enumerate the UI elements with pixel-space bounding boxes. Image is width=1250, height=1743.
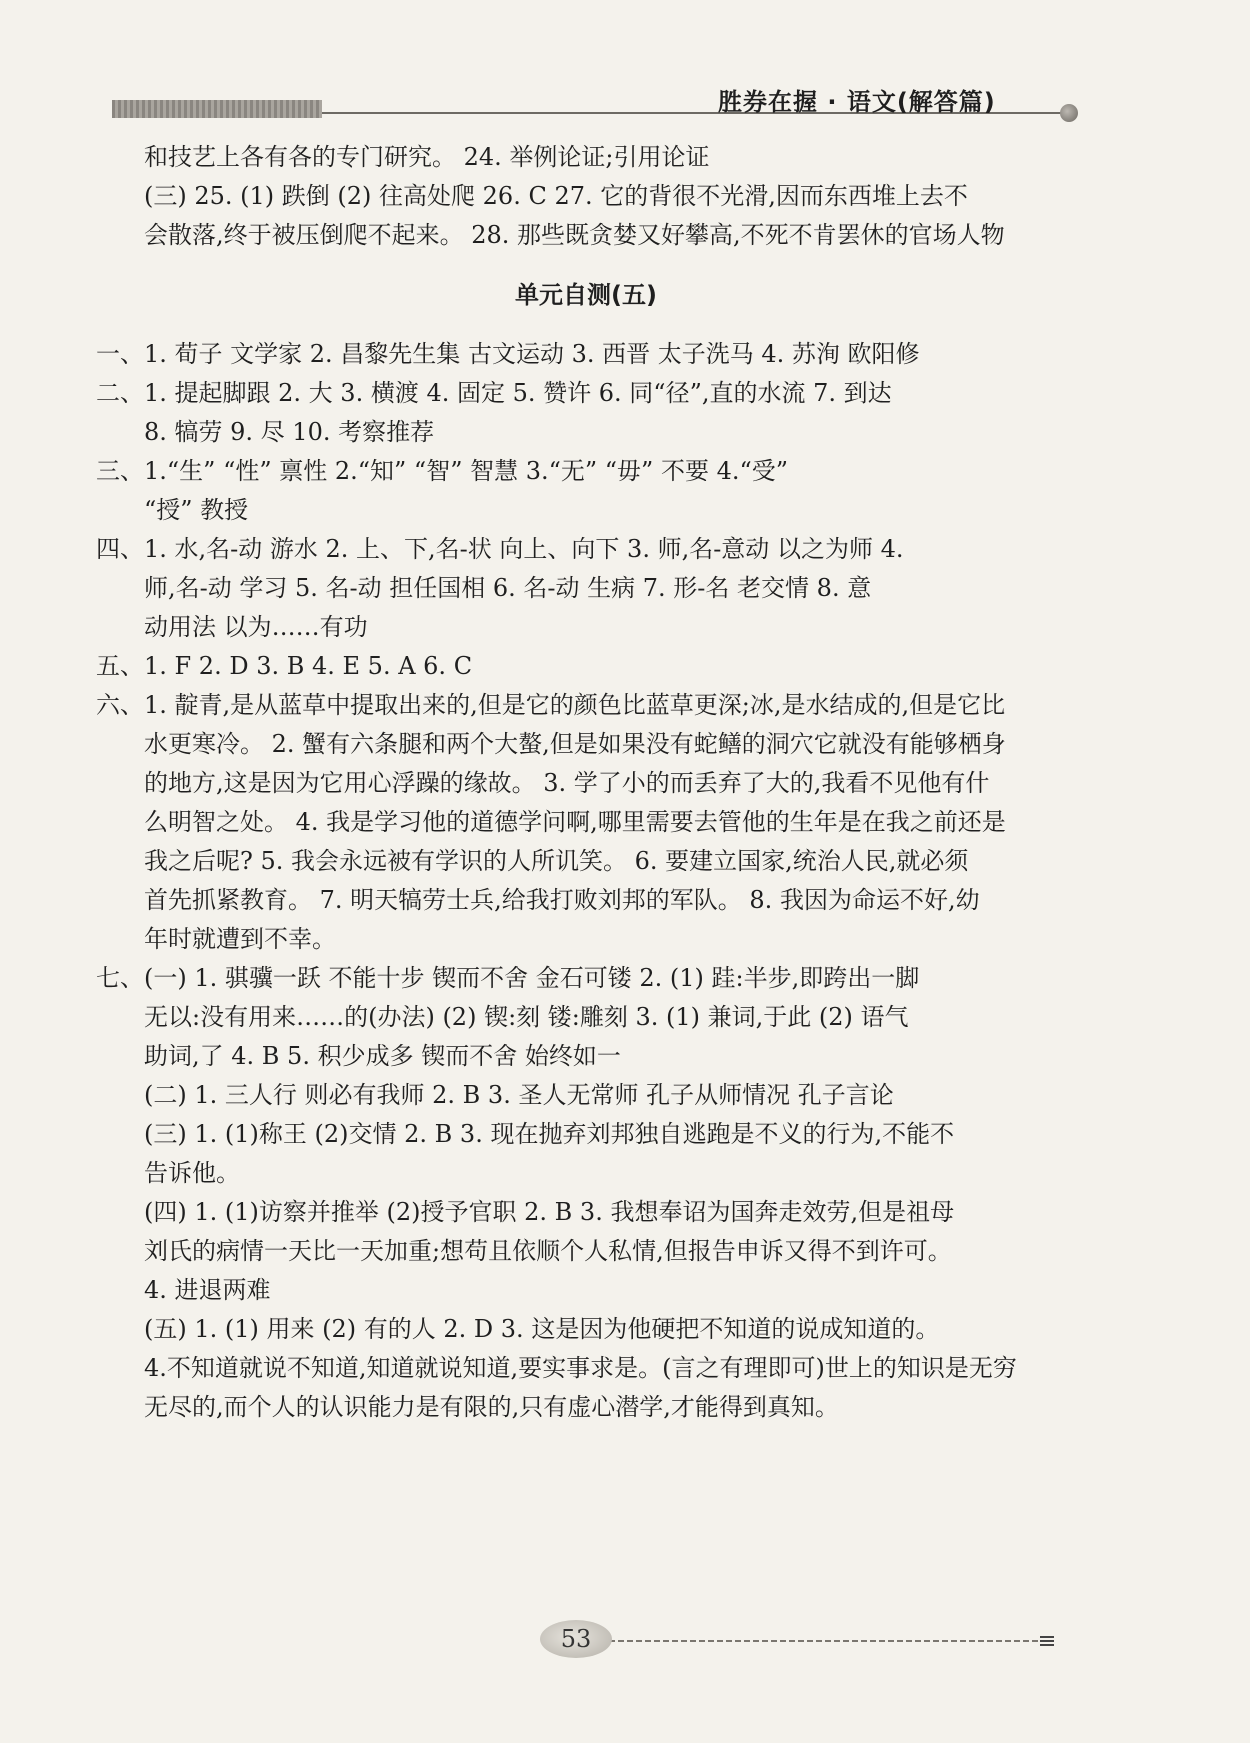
text-line: 我之后呢? 5. 我会永远被有学识的人所讥笑。 6. 要建立国家,统治人民,就必须 [144,847,969,875]
text-line: 首先抓紧教育。 7. 明天犒劳士兵,给我打败刘邦的军队。 8. 我因为命运不好,幼 [144,886,980,914]
text-line: 助词,了 4. B 5. 积少成多 锲而不舍 始终如一 [144,1042,621,1070]
text-line: 二、1. 提起脚跟 2. 大 3. 横渡 4. 固定 5. 赞许 6. 同“径”,直的水流 7. 到达 [96,379,892,407]
header-title: 胜券在握 · 语文(解答篇) [718,88,996,116]
text-line: (三) 25. (1) 跌倒 (2) 往高处爬 26. C 27. 它的背很不光滑,因而东西堆上去不 [144,182,968,210]
text-line: 师,名-动 学习 5. 名-动 担任国相 6. 名-动 生病 7. 形-名 老交情 8. 意 [144,574,872,602]
footer-mark-icon [1040,1634,1054,1646]
text-line: 无尽的,而个人的认识能力是有限的,只有虚心潜学,才能得到真知。 [144,1393,839,1421]
text-line: 4.不知道就说不知道,知道就说知道,要实事求是。(言之有理即可)世上的知识是无穷 [144,1354,1017,1382]
section-title: 单元自测(五) [515,281,657,309]
text-line: 会散落,终于被压倒爬不起来。 28. 那些既贪婪又好攀高,不死不肯罢休的官场人物 [144,221,1005,249]
text-line: 五、1. F 2. D 3. B 4. E 5. A 6. C [96,652,473,680]
header-dot-ornament [1060,104,1078,122]
content [96,138,1076,1427]
text-line: 无以:没有用来……的(办法) (2) 锲:刻 镂:雕刻 3. (1) 兼词,于此 (2) 语气 [144,1003,909,1031]
page-number: 53 [540,1620,612,1658]
text-line: 一、1. 荀子 文学家 2. 昌黎先生集 古文运动 3. 西晋 太子洗马 4. 苏洵 欧阳修 [96,340,920,368]
text-line: 刘氏的病情一天比一天加重;想苟且依顺个人私情,但报告申诉又得不到许可。 [144,1237,952,1265]
header-decor-bar [112,100,322,118]
text-line: 动用法 以为……有功 [144,613,368,641]
text-line: “授” 教授 [144,496,249,524]
text-line: 告诉他。 [144,1159,240,1187]
text-line: 三、1.“生” “性” 禀性 2.“知” “智” 智慧 3.“无” “毋” 不要 4.“受” [96,457,789,485]
text-line: 的地方,这是因为它用心浮躁的缘故。 3. 学了小的而丢弃了大的,我看不见他有什 [144,769,990,797]
text-line: 8. 犒劳 9. 尽 10. 考察推荐 [144,418,435,446]
text-line: 四、1. 水,名-动 游水 2. 上、下,名-状 向上、向下 3. 师,名-意动 以之为师 4. [96,535,904,563]
text-line: 水更寒冷。 2. 蟹有六条腿和两个大螯,但是如果没有蛇鳝的洞穴它就没有能够栖身 [144,730,1006,758]
text-line: 么明智之处。 4. 我是学习他的道德学问啊,哪里需要去管他的生年是在我之前还是 [144,808,1006,836]
text-line: (二) 1. 三人行 则必有我师 2. B 3. 圣人无常师 孔子从师情况 孔子言论 [144,1081,894,1109]
text-line: (四) 1. (1)访察并推举 (2)授予官职 2. B 3. 我想奉诏为国奔走效劳,但是祖母 [144,1198,955,1226]
text-line: 4. 进退两难 [144,1276,271,1304]
text-line: 六、1. 靛青,是从蓝草中提取出来的,但是它的颜色比蓝草更深;冰,是水结成的,但是它比 [96,691,1006,719]
text-line: 和技艺上各有各的专门研究。 24. 举例论证;引用论证 [144,143,710,171]
footer-rule [600,1640,1040,1642]
text-line: (三) 1. (1)称王 (2)交情 2. B 3. 现在抛弃刘邦独自逃跑是不义的行为,不能不 [144,1120,955,1148]
text-line: 七、(一) 1. 骐骥一跃 不能十步 锲而不舍 金石可镂 2. (1) 跬:半步,即跨出一脚 [96,964,920,992]
text-line: 年时就遭到不幸。 [144,925,336,953]
text-line: (五) 1. (1) 用来 (2) 有的人 2. D 3. 这是因为他硬把不知道的说成知道的。 [144,1315,940,1343]
